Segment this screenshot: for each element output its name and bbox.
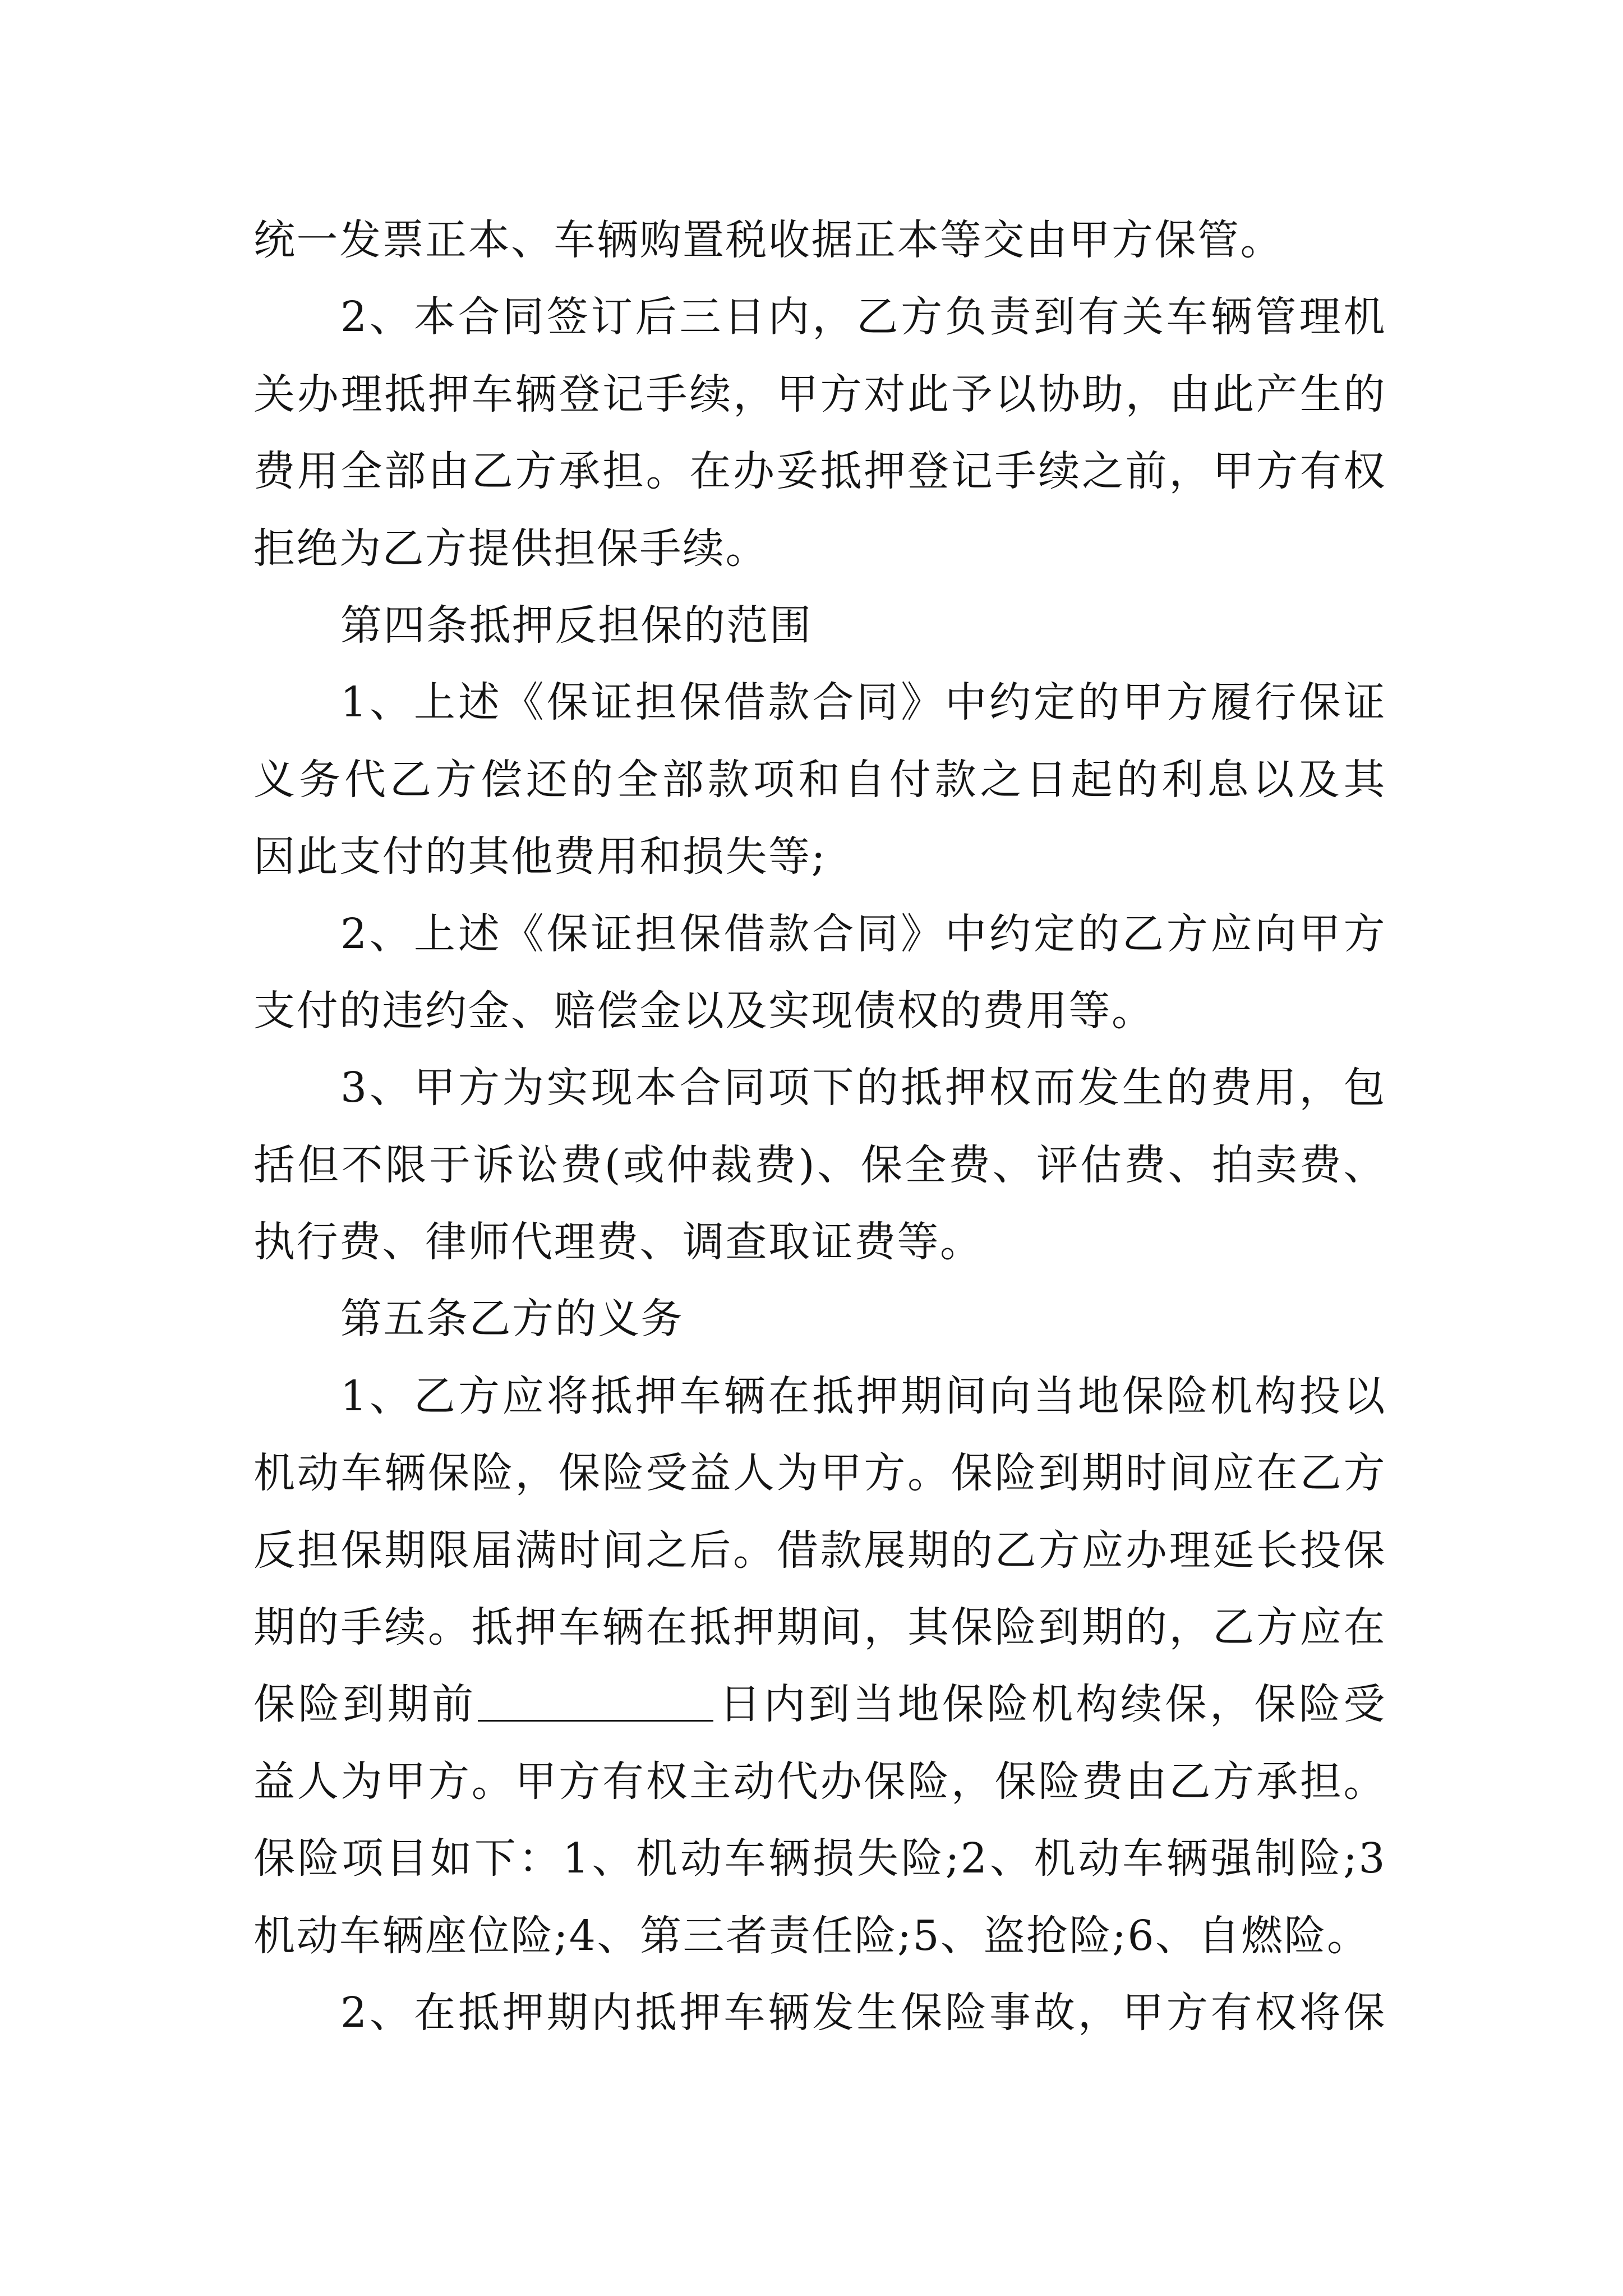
text-line-with-blank <box>253 1666 1386 1743</box>
text-line: 支付的违约金、赔偿金以及实现债权的费用等。 <box>253 986 1155 1035</box>
paragraph-article-4-item-3 <box>253 1050 1386 1281</box>
text-line: 括但不限于诉讼费(或仲裁费)、保全费、评估费、拍卖费、 <box>253 1140 1386 1189</box>
section-heading-text: 第四条抵押反担保的范围 <box>340 601 813 650</box>
text-line: 2、在抵押期内抵押车辆发生保险事故，甲方有权将保 <box>340 1988 1386 2037</box>
paragraph-article-4-item-2 <box>253 896 1386 1050</box>
text-segment-after-blank: 日内到当地保险机构续保，保险受 <box>717 1680 1386 1729</box>
paragraph-continued <box>253 202 1386 279</box>
text-line: 拒绝为乙方提供担保手续。 <box>253 524 768 573</box>
text-line: 费用全部由乙方承担。在办妥抵押登记手续之前，甲方有权 <box>253 447 1386 496</box>
text-line: 2、本合同签订后三日内，乙方负责到有关车辆管理机 <box>340 293 1386 342</box>
text-line: 3、甲方为实现本合同项下的抵押权而发生的费用，包 <box>340 1064 1386 1112</box>
fill-in-blank <box>478 1720 713 1722</box>
section-heading-article-5 <box>253 1281 1386 1358</box>
text-line: 统一发票正本、车辆购置税收据正本等交由甲方保管。 <box>253 216 1283 264</box>
paragraph-article-4-item-1 <box>253 664 1386 895</box>
document-body <box>253 202 1386 2051</box>
paragraph-article-5-item-2 <box>253 1975 1386 2051</box>
text-line: 1、乙方应将抵押车辆在抵押期间向当地保险机构投以 <box>340 1372 1386 1420</box>
text-line: 益人为甲方。甲方有权主动代办保险，保险费由乙方承担。 <box>253 1757 1386 1806</box>
text-line: 机动车辆保险，保险受益人为甲方。保险到期时间应在乙方 <box>253 1449 1386 1498</box>
text-line: 执行费、律师代理费、调查取证费等。 <box>253 1218 983 1267</box>
text-line: 期的手续。抵押车辆在抵押期间，其保险到期的，乙方应在 <box>253 1603 1386 1652</box>
text-line: 关办理抵押车辆登记手续，甲方对此予以协助，由此产生的 <box>253 370 1386 418</box>
text-line: 1、上述《保证担保借款合同》中约定的甲方履行保证 <box>340 678 1386 727</box>
text-line: 因此支付的其他费用和损失等; <box>253 832 827 881</box>
paragraph-clause-2 <box>253 279 1386 587</box>
section-heading-text: 第五条乙方的义务 <box>340 1295 684 1343</box>
paragraph-article-5-item-1 <box>253 1358 1386 1975</box>
text-line: 保险项目如下：1、机动车辆损失险;2、机动车辆强制险;3 <box>253 1834 1386 1883</box>
text-line: 义务代乙方偿还的全部款项和自付款之日起的利息以及其 <box>253 755 1386 804</box>
text-line: 2、上述《保证担保借款合同》中约定的乙方应向甲方 <box>340 909 1386 958</box>
section-heading-article-4 <box>253 587 1386 664</box>
text-segment-before-blank: 保险到期前 <box>253 1680 477 1729</box>
text-line: 反担保期限届满时间之后。借款展期的乙方应办理延长投保 <box>253 1526 1386 1575</box>
text-line: 机动车辆座位险;4、第三者责任险;5、盗抢险;6、自燃险。 <box>253 1911 1370 1960</box>
